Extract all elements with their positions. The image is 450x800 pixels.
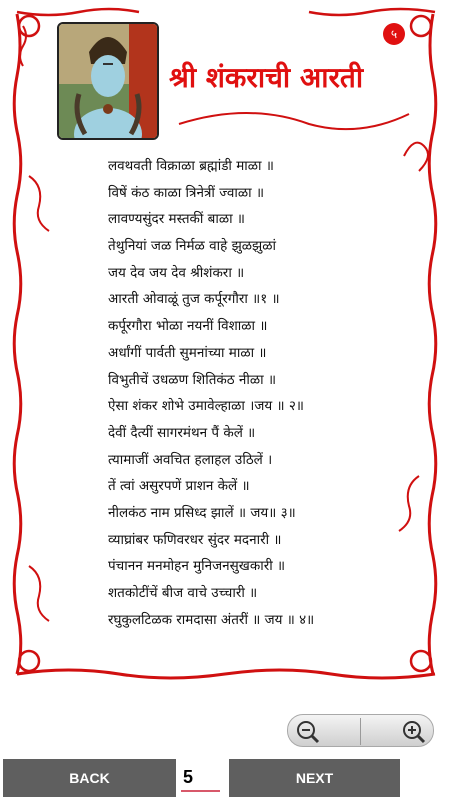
aarti-line: विषें कंठ काळा त्रिनेत्रीं ज्वाळा ॥ xyxy=(108,184,265,201)
aarti-line: विभुतीचें उधळण शितिकंठ नीळा ॥ xyxy=(108,371,277,388)
bottom-nav xyxy=(0,756,450,800)
aarti-page xyxy=(9,6,441,680)
page-number-field[interactable]: 5 xyxy=(181,762,220,792)
page-title: श्री शंकराची आरती xyxy=(169,61,364,94)
back-button[interactable]: BACK xyxy=(3,759,176,797)
page-badge: ५ xyxy=(383,23,405,45)
aarti-line: त्यामाजीं अवचित हलाहल उठिलें । xyxy=(108,451,273,468)
aarti-line: तेथुनियां जळ निर्मळ वाहे झुळझुळां xyxy=(108,238,277,255)
zoom-divider xyxy=(360,718,361,745)
aarti-line: जय देव जय देव श्रीशंकरा ॥ xyxy=(108,264,245,281)
aarti-line: व्याघ्रांबर फणिवरधर सुंदर मदनारी ॥ xyxy=(108,531,282,548)
aarti-line: आरती ओवाळूं तुज कर्पूरगौरा ॥१ ॥ xyxy=(108,291,280,308)
aarti-line: लवथवती विक्राळा ब्रह्मांडी माळा ॥ xyxy=(108,158,274,174)
shiva-image xyxy=(57,22,159,140)
aarti-line: देवीं दैत्यीं सागरमंथन पैं केलें ॥ xyxy=(108,424,256,441)
zoom-out-icon[interactable] xyxy=(294,718,322,746)
aarti-line: तें त्वां असुरपणें प्राशन केलें ॥ xyxy=(108,478,250,495)
aarti-line: ऐसा शंकर शोभे उमावेल्हाळा ।जय ॥ २॥ xyxy=(108,398,304,415)
aarti-line: कर्पूरगौरा भोळा नयनीं विशाळा ॥ xyxy=(108,318,268,335)
aarti-line: पंचानन मनमोहन मुनिजनसुखकारी ॥ xyxy=(108,558,286,575)
next-button[interactable]: NEXT xyxy=(229,759,400,797)
aarti-line: नीलकंठ नाम प्रसिध्द झालें ॥ जय॥ ३॥ xyxy=(108,504,296,521)
aarti-line: रघुकुलटिळक रामदासा अंतरीं ॥ जय ॥ ४॥ xyxy=(108,611,315,628)
zoom-in-icon[interactable] xyxy=(400,718,428,746)
aarti-line: लावण्यसुंदर मस्तकीं बाळा ॥ xyxy=(108,211,246,228)
zoom-control xyxy=(287,714,434,747)
aarti-line: अर्धांगीं पार्वती सुमनांच्या माळा ॥ xyxy=(108,344,267,361)
aarti-line: शतकोटींचें बीज वाचे उच्चारी ॥ xyxy=(108,585,258,601)
aarti-text xyxy=(108,156,408,636)
